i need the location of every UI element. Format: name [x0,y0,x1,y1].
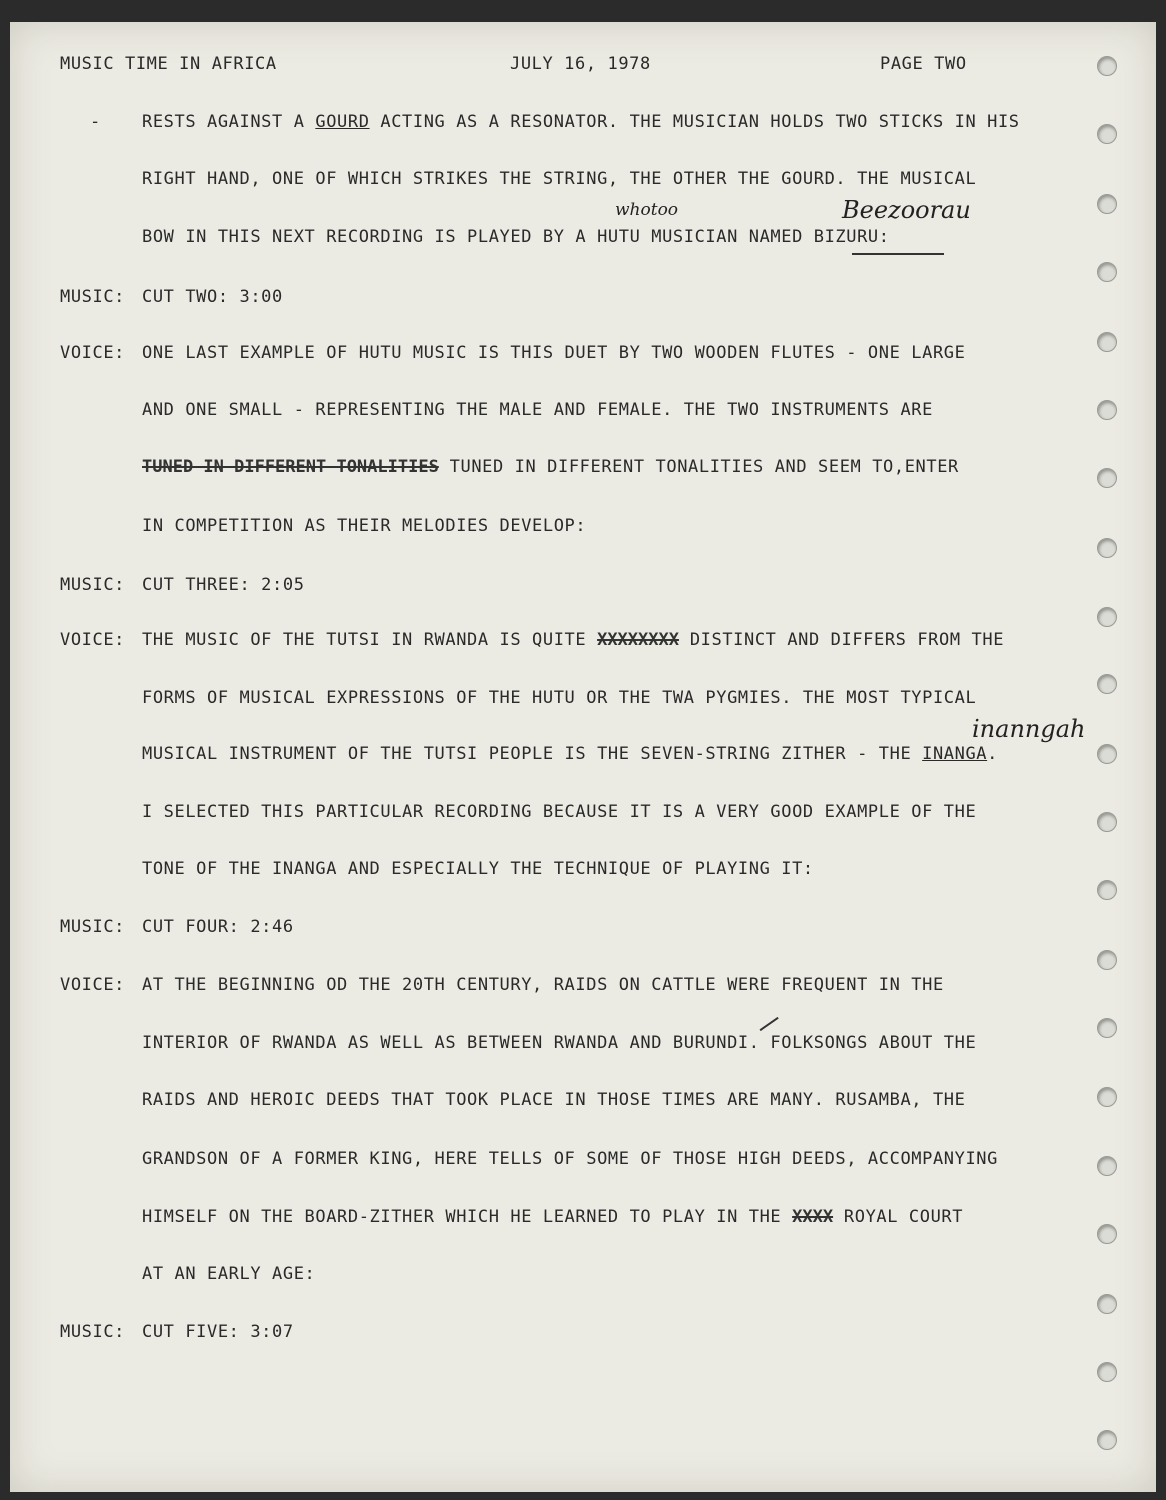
punch-hole [1097,744,1117,764]
handwritten-note-inanga: inanngah [972,715,1086,743]
punch-hole [1097,400,1117,420]
punch-hole [1097,468,1117,488]
paragraph-line: RESTS AGAINST A GOURD ACTING AS A RESONATOR. THE MUSICIAN HOLDS TWO STICKS IN HIS [142,112,1020,132]
punch-hole [1097,1087,1117,1107]
paragraph-line: TUNED IN DIFFERENT TONALITIES TUNED IN DIFFERENT TONALITIES AND SEEM TO,ENTER [142,457,959,477]
music-cue: CUT FIVE: 3:07 [142,1322,294,1342]
handwritten-note-bizuru: Beezoorau [842,196,971,224]
punch-hole [1097,538,1117,558]
header-page-number: PAGE TWO [880,54,967,74]
cue-label-music: MUSIC: [60,575,126,595]
music-cue: CUT FOUR: 2:46 [142,917,294,937]
paragraph-line: RIGHT HAND, ONE OF WHICH STRIKES THE STRING, THE OTHER THE GOURD. THE MUSICAL [142,169,977,189]
paragraph-line: AT THE BEGINNING OD THE 20TH CENTURY, RAIDS ON CATTLE WERE FREQUENT IN THE [142,975,944,995]
punch-hole [1097,1018,1117,1038]
struck-text: XXXX [792,1207,834,1227]
paragraph-line: RAIDS AND HEROIC DEEDS THAT TOOK PLACE IN THOSE TIMES ARE MANY. RUSAMBA, THE [142,1090,966,1110]
header-date: JULY 16, 1978 [510,54,651,74]
punch-hole [1097,1224,1117,1244]
cue-label-voice: VOICE: [60,975,126,995]
dash-mark: - [90,112,101,132]
cue-label-music: MUSIC: [60,917,126,937]
paragraph-line: HIMSELF ON THE BOARD-ZITHER WHICH HE LEARNED TO PLAY IN THE XXXX ROYAL COURT [142,1207,964,1227]
struck-text: TUNED IN DIFFERENT TONALITIES [142,457,439,477]
punch-hole [1097,674,1117,694]
header-program-title: MUSIC TIME IN AFRICA [60,54,277,74]
punch-hole [1097,812,1117,832]
punch-hole [1097,332,1117,352]
struck-text: XXXXXXXX [597,630,679,650]
paragraph-line: GRANDSON OF A FORMER KING, HERE TELLS OF SOME OF THOSE HIGH DEEDS, ACCOMPANYING [142,1149,998,1169]
paragraph-line: TONE OF THE INANGA AND ESPECIALLY THE TECHNIQUE OF PLAYING IT: [142,859,814,879]
punch-hole [1097,262,1117,282]
punch-hole [1097,56,1117,76]
punch-hole [1097,1156,1117,1176]
typed-page [10,22,1156,1492]
punch-hole [1097,194,1117,214]
punch-hole [1097,1294,1117,1314]
underline-mark [852,253,944,255]
paragraph-line: INTERIOR OF RWANDA AS WELL AS BETWEEN RWANDA AND BURUNDI. FOLKSONGS ABOUT THE [142,1033,977,1053]
cue-label-music: MUSIC: [60,1322,126,1342]
paragraph-line: AND ONE SMALL - REPRESENTING THE MALE AND FEMALE. THE TWO INSTRUMENTS ARE [142,400,933,420]
paragraph-line: THE MUSIC OF THE TUTSI IN RWANDA IS QUITE XXXXXXXX DISTINCT AND DIFFERS FROM THE [142,630,1005,650]
paragraph-line: ONE LAST EXAMPLE OF HUTU MUSIC IS THIS DUET BY TWO WOODEN FLUTES - ONE LARGE [142,343,966,363]
paragraph-line: I SELECTED THIS PARTICULAR RECORDING BECAUSE IT IS A VERY GOOD EXAMPLE OF THE [142,802,977,822]
music-cue: CUT TWO: 3:00 [142,287,283,307]
paragraph-line: FORMS OF MUSICAL EXPRESSIONS OF THE HUTU OR THE TWA PYGMIES. THE MOST TYPICAL [142,688,977,708]
paragraph-line: AT AN EARLY AGE: [142,1264,316,1284]
underlined-word: GOURD [315,112,370,132]
paragraph-line: MUSICAL INSTRUMENT OF THE TUTSI PEOPLE IS THE SEVEN-STRING ZITHER - THE INANGA. [142,744,998,764]
punch-hole [1097,124,1117,144]
paragraph-line: BOW IN THIS NEXT RECORDING IS PLAYED BY A HUTU MUSICIAN NAMED BIZURU: [142,227,890,247]
punch-hole [1097,880,1117,900]
cue-label-voice: VOICE: [60,343,126,363]
punch-hole [1097,1430,1117,1450]
punch-hole [1097,607,1117,627]
check-mark [760,1017,779,1031]
paragraph-line: IN COMPETITION AS THEIR MELODIES DEVELOP: [142,516,587,536]
handwritten-note-hutu: whotoo [615,200,679,220]
cue-label-voice: VOICE: [60,630,126,650]
punch-hole [1097,1362,1117,1382]
cue-label-music: MUSIC: [60,287,126,307]
punch-hole [1097,950,1117,970]
music-cue: CUT THREE: 2:05 [142,575,305,595]
underlined-word: INANGA [922,744,988,764]
